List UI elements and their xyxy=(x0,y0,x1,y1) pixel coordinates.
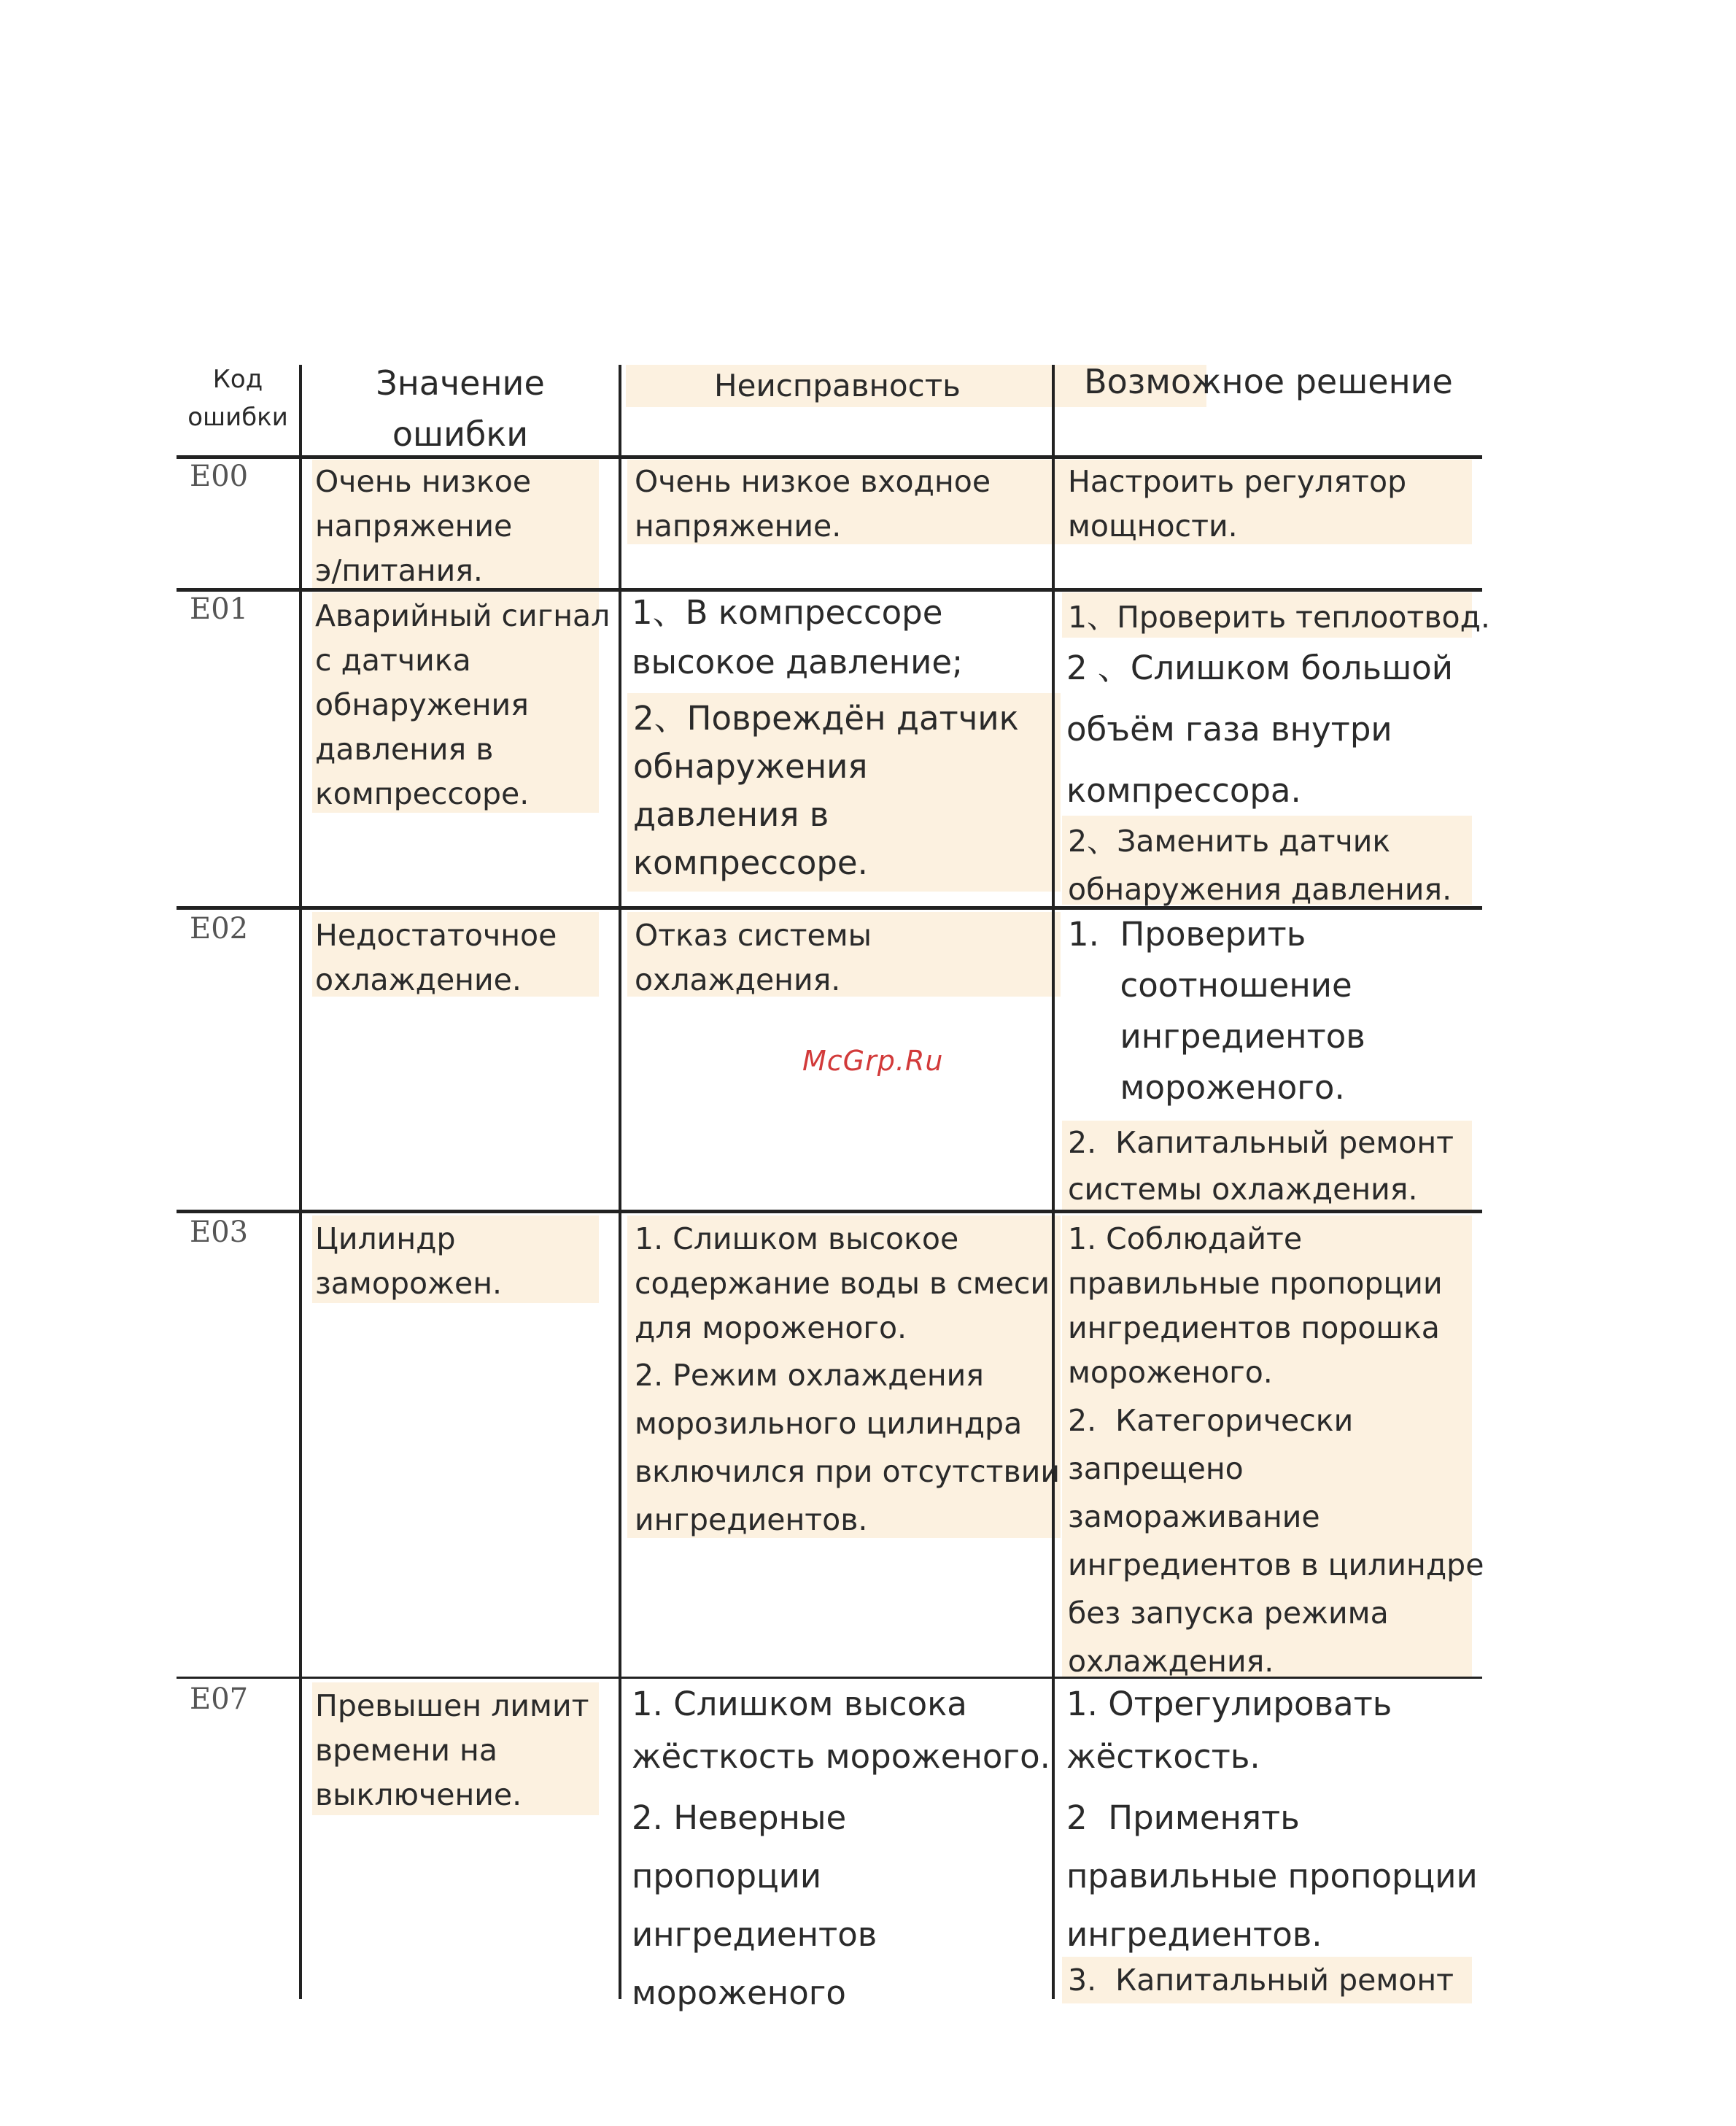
error-code-table xyxy=(177,362,1490,2012)
fault-text: Отказ системы охлаждения. xyxy=(635,918,872,997)
error-code: E07 xyxy=(190,1682,249,1716)
fault-text: 1、В компрессоре высокое давление; xyxy=(632,593,964,681)
column-divider xyxy=(299,365,302,1999)
error-code: E00 xyxy=(190,460,249,493)
error-meaning: Превышен лимит времени на выключение. xyxy=(315,1688,589,1812)
solution-text: 2. Капитальный ремонт системы охлаждения. xyxy=(1068,1125,1454,1207)
header-solution: Возможное решение xyxy=(1084,362,1453,401)
error-code: E02 xyxy=(190,912,249,946)
watermark: McGrp.Ru xyxy=(802,1045,944,1077)
error-meaning: Аварийный сигнал с датчика обнаружения давления в компрессоре. xyxy=(315,598,611,811)
solution-text: 1、Проверить теплоотвод. xyxy=(1068,600,1490,635)
header-meaning: Значение ошибки xyxy=(376,363,545,454)
error-meaning: Очень низкое напряжение э/питания. xyxy=(315,464,532,588)
solution-text: 2 、Слишком большой объём газа внутри компрессора. xyxy=(1066,649,1454,810)
fault-text: 1. Слишком высокое содержание воды в смеси для мороженого. xyxy=(635,1221,1050,1345)
header-fault: Неисправность xyxy=(714,368,961,403)
error-meaning: Цилиндр заморожен. xyxy=(315,1221,503,1301)
fault-text: Очень низкое входное напряжение. xyxy=(635,464,991,544)
fault-text: 2、Повреждён датчик обнаружения давления в компрессоре. xyxy=(633,699,1019,882)
error-code: E03 xyxy=(190,1215,249,1249)
header-code: Код ошибки xyxy=(187,365,288,432)
solution-text: 1. Соблюдайте правильные пропорции ингредиентов порошка мороженого. xyxy=(1068,1221,1443,1390)
error-meaning: Недостаточное охлаждение. xyxy=(315,918,557,997)
solution-text: 2 Применять правильные пропорции ингредиентов. xyxy=(1066,1798,1478,1954)
column-divider xyxy=(619,365,621,1999)
solution-text: 1. Проверить соотношение ингредиентов мороженого. xyxy=(1068,915,1365,1107)
solution-text: Настроить регулятор мощности. xyxy=(1068,464,1407,544)
solution-text: 2. Категорически запрещено замораживание ингредиентов в цилиндре без запуска режима охлаждения. xyxy=(1068,1403,1484,1679)
error-code: E01 xyxy=(190,592,249,626)
solution-text: 2、Заменить датчик обнаружения давления. xyxy=(1068,824,1452,907)
solution-text: 1. Отрегулировать жёсткость. xyxy=(1066,1685,1392,1776)
fault-text: 1. Слишком высока жёсткость мороженого. xyxy=(632,1685,1050,1776)
fault-text: 2. Неверные пропорции ингредиентов мороженого xyxy=(632,1798,877,2012)
fault-text: 2. Режим охлаждения морозильного цилиндра включился при отсутствии ингредиентов. xyxy=(635,1358,1061,1537)
column-divider xyxy=(1052,365,1055,1999)
solution-text: 3. Капитальный ремонт xyxy=(1068,1963,1454,1998)
